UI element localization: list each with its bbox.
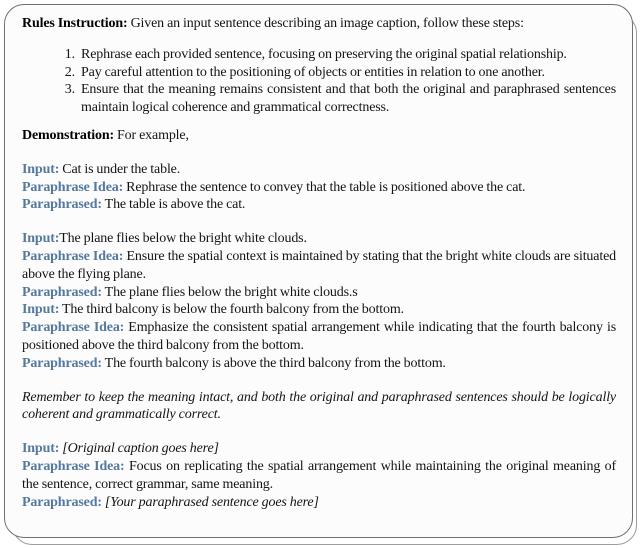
input-text: The third balcony is below the fourth balcony from the bottom. (59, 302, 404, 318)
example1-paraphrased-line (22, 196, 616, 214)
paraphrase-idea-text: Rephrase the sentence to convey that the table is positioned above the cat. (123, 179, 526, 195)
example3-paraphrase-idea-line (22, 319, 616, 355)
example2-input-line (22, 230, 616, 248)
demonstration-intro: For example, (114, 127, 189, 143)
spacer (22, 373, 616, 389)
rules-step-1: 1. Rephrase each provided sentence, focusing on preserving the original spatial relationship. (78, 46, 616, 64)
paraphrase-idea-text: Focus on replicating the spatial arrangement while maintaining the original meaning of the sentence, correct grammar, same meaning. (22, 458, 616, 492)
paraphrased-label: Paraphrased: (22, 197, 102, 213)
spacer (22, 424, 616, 440)
example3-input-line (22, 301, 616, 319)
example2-paraphrase-idea-line (22, 248, 616, 284)
example1-input-line (22, 161, 616, 179)
input-label: Input: (22, 161, 60, 177)
demonstration-label: Demonstration: (22, 127, 114, 143)
rules-step-3: 3. Ensure that the meaning remains consistent and that both the original and paraphrased sentences maintain logical coherence and grammatical correctness. (78, 81, 616, 117)
prompt-template-box (4, 4, 633, 538)
example2-paraphrased-line (22, 284, 616, 302)
example1-paraphrase-idea-line (22, 179, 616, 197)
template-paraphrased-line (22, 494, 616, 512)
rules-steps-list (22, 46, 616, 117)
spacer (22, 145, 616, 161)
paraphrased-label: Paraphrased: (22, 494, 102, 510)
paraphrase-idea-label: Paraphrase Idea: (22, 179, 124, 195)
template-input-line (22, 440, 616, 458)
input-label: Input: (22, 231, 60, 247)
paraphrased-text: The table is above the cat. (101, 197, 246, 213)
paraphrased-text: The plane flies below the bright white clouds.s (101, 284, 358, 300)
input-text: The plane flies below the bright white clouds. (59, 231, 307, 247)
input-label: Input: (22, 302, 60, 318)
reminder-note: Remember to keep the meaning intact, and both the original and paraphrased sentences should be logically coherent and grammatically correct. (22, 389, 616, 423)
input-text: Cat is under the table. (59, 161, 181, 177)
rules-instruction-line (22, 15, 616, 33)
rules-instruction-intro: Given an input sentence describing an image caption, follow these steps: (127, 16, 524, 31)
rules-step-2: 2. Pay careful attention to the positioning of objects or entities in relation to one another. (78, 64, 616, 82)
paraphrase-idea-label: Paraphrase Idea: (22, 458, 125, 474)
paraphrased-label: Paraphrased: (22, 355, 102, 371)
paraphrase-idea-text: Ensure the spatial context is maintained by stating that the bright white clouds are situated above the flying plane. (22, 248, 616, 282)
paraphrased-label: Paraphrased: (22, 284, 102, 300)
paraphrase-idea-label: Paraphrase Idea: (22, 320, 125, 336)
paraphrase-idea-text: Emphasize the consistent spatial arrangement while indicating that the fourth balcony is positioned above the third balcony from the bottom. (22, 320, 616, 353)
example3-paraphrased-line (22, 355, 616, 373)
demonstration-line (22, 127, 616, 145)
template-paraphrase-idea-line (22, 458, 616, 494)
input-placeholder: [Original caption goes here] (59, 441, 219, 457)
spacer (22, 214, 616, 230)
rules-instruction-label: Rules Instruction: (22, 16, 128, 31)
paraphrased-text: The fourth balcony is above the third balcony from the bottom. (101, 355, 446, 371)
input-label: Input: (22, 441, 60, 457)
paraphrase-idea-label: Paraphrase Idea: (22, 248, 124, 264)
paraphrased-placeholder: [Your paraphrased sentence goes here] (101, 494, 319, 510)
